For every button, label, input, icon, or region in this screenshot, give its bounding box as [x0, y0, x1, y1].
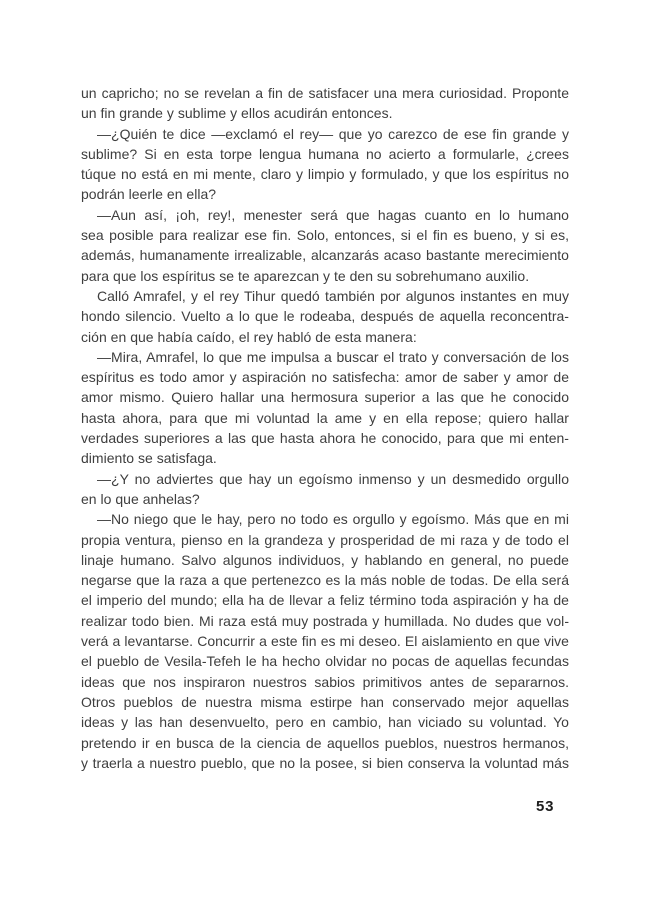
text-line: un capricho; no se revelan a fin de satisfacer una mera curiosidad. Proponte	[81, 85, 569, 101]
text-line: y traerla a nuestro pueblo, que no la posee, si bien conserva la voluntad más	[81, 754, 569, 771]
text-line: amor mismo. Quiero hallar una hermosura superior a las que he conocido	[81, 389, 569, 406]
page-number: 53	[536, 798, 555, 815]
paragraph	[81, 205, 569, 286]
text-line: Otros pueblos de nuestra misma estirpe han conservado mejor aquellas	[81, 693, 569, 710]
text-line: en lo que anhelas?	[81, 490, 200, 507]
text-line: espíritus es todo amor y aspiración no satisfecha: amor de saber y amor de	[81, 369, 569, 386]
text-line: un fin grande y sublime y ellos acudirán entonces.	[81, 105, 393, 122]
paragraph	[81, 509, 569, 773]
paragraph	[81, 469, 569, 510]
text-line: verá a levantarse. Concurrir a este fin es mi deseo. El aislamiento en que vive	[81, 633, 569, 650]
text-line: propia ventura, pienso en la grandeza y prosperidad de mi raza y de todo el	[81, 531, 569, 548]
text-line: —¿Quién te dice —exclamó el rey— que yo carezco de ese fin grande y	[97, 125, 569, 142]
body-text-column	[81, 83, 569, 773]
text-line: pretendo ir en busca de la ciencia de aquellos pueblos, nuestros hermanos,	[81, 734, 569, 751]
text-line: hondo silencio. Vuelto a lo que le rodeaba, después de aquella reconcentra-	[81, 308, 569, 325]
text-line: Calló Amrafel, y el rey Tihur quedó también por algunos instantes en muy	[97, 287, 569, 304]
paragraph	[81, 347, 569, 469]
text-line: sublime? Si en esta torpe lengua humana no acierto a formularle, ¿crees	[81, 145, 569, 162]
text-line: podrán leerle en ella?	[81, 186, 217, 203]
text-line: además, humanamente irrealizable, alcanzarás acaso bastante merecimiento	[81, 247, 569, 264]
text-line: para que los espíritus se te aparezcan y te den su sobrehumano auxilio.	[81, 267, 530, 284]
text-line: túque no está en mi mente, claro y limpio y formulado, y que los espíritus no	[81, 166, 569, 183]
text-line: negarse que la raza a que pertenezco es la más noble de todas. De ella será	[81, 572, 569, 589]
text-line: linaje humano. Salvo algunos individuos, y hablando en general, no puede	[81, 551, 569, 568]
text-line: ideas y las han desenvuelto, pero en cambio, han viciado su voluntad. Yo	[81, 714, 569, 731]
text-line: sea posible para realizar ese fin. Solo, entonces, si el fin es bueno, y si es,	[81, 227, 569, 244]
paragraph	[81, 286, 569, 347]
text-line: el pueblo de Vesila-Tefeh le ha hecho olvidar no pocas de aquellas fecundas	[81, 653, 569, 670]
text-line: —Aun así, ¡oh, rey!, menester será que hagas cuanto en lo humano	[97, 206, 569, 223]
text-line: realizar todo bien. Mi raza está muy postrada y humillada. No dudes que vol-	[81, 612, 569, 629]
text-line: —Mira, Amrafel, lo que me impulsa a buscar el trato y conversación de los	[97, 348, 569, 365]
text-line: el imperio del mundo; ella ha de llevar a feliz término toda aspiración y ha de	[81, 592, 569, 609]
text-line: —¿Y no adviertes que hay un egoísmo inmenso y un desmedido orgullo	[97, 470, 569, 487]
paragraph	[81, 83, 569, 124]
text-line: verdades superiores a las que hasta ahora he conocido, para que mi enten-	[81, 430, 569, 447]
text-line: hasta ahora, para que mi voluntad la ame y en ella repose; quiero hallar	[81, 409, 569, 426]
text-line: ción en que había caído, el rey habló de esta manera:	[81, 328, 417, 345]
paragraph	[81, 124, 569, 205]
text-line: —No niego que le hay, pero no todo es orgullo y egoísmo. Más que en mi	[97, 511, 569, 528]
text-line: dimiento se satisfaga.	[81, 450, 217, 467]
text-line: ideas que nos inspiraron nuestros sabios primitivos antes de separarnos.	[81, 673, 569, 690]
